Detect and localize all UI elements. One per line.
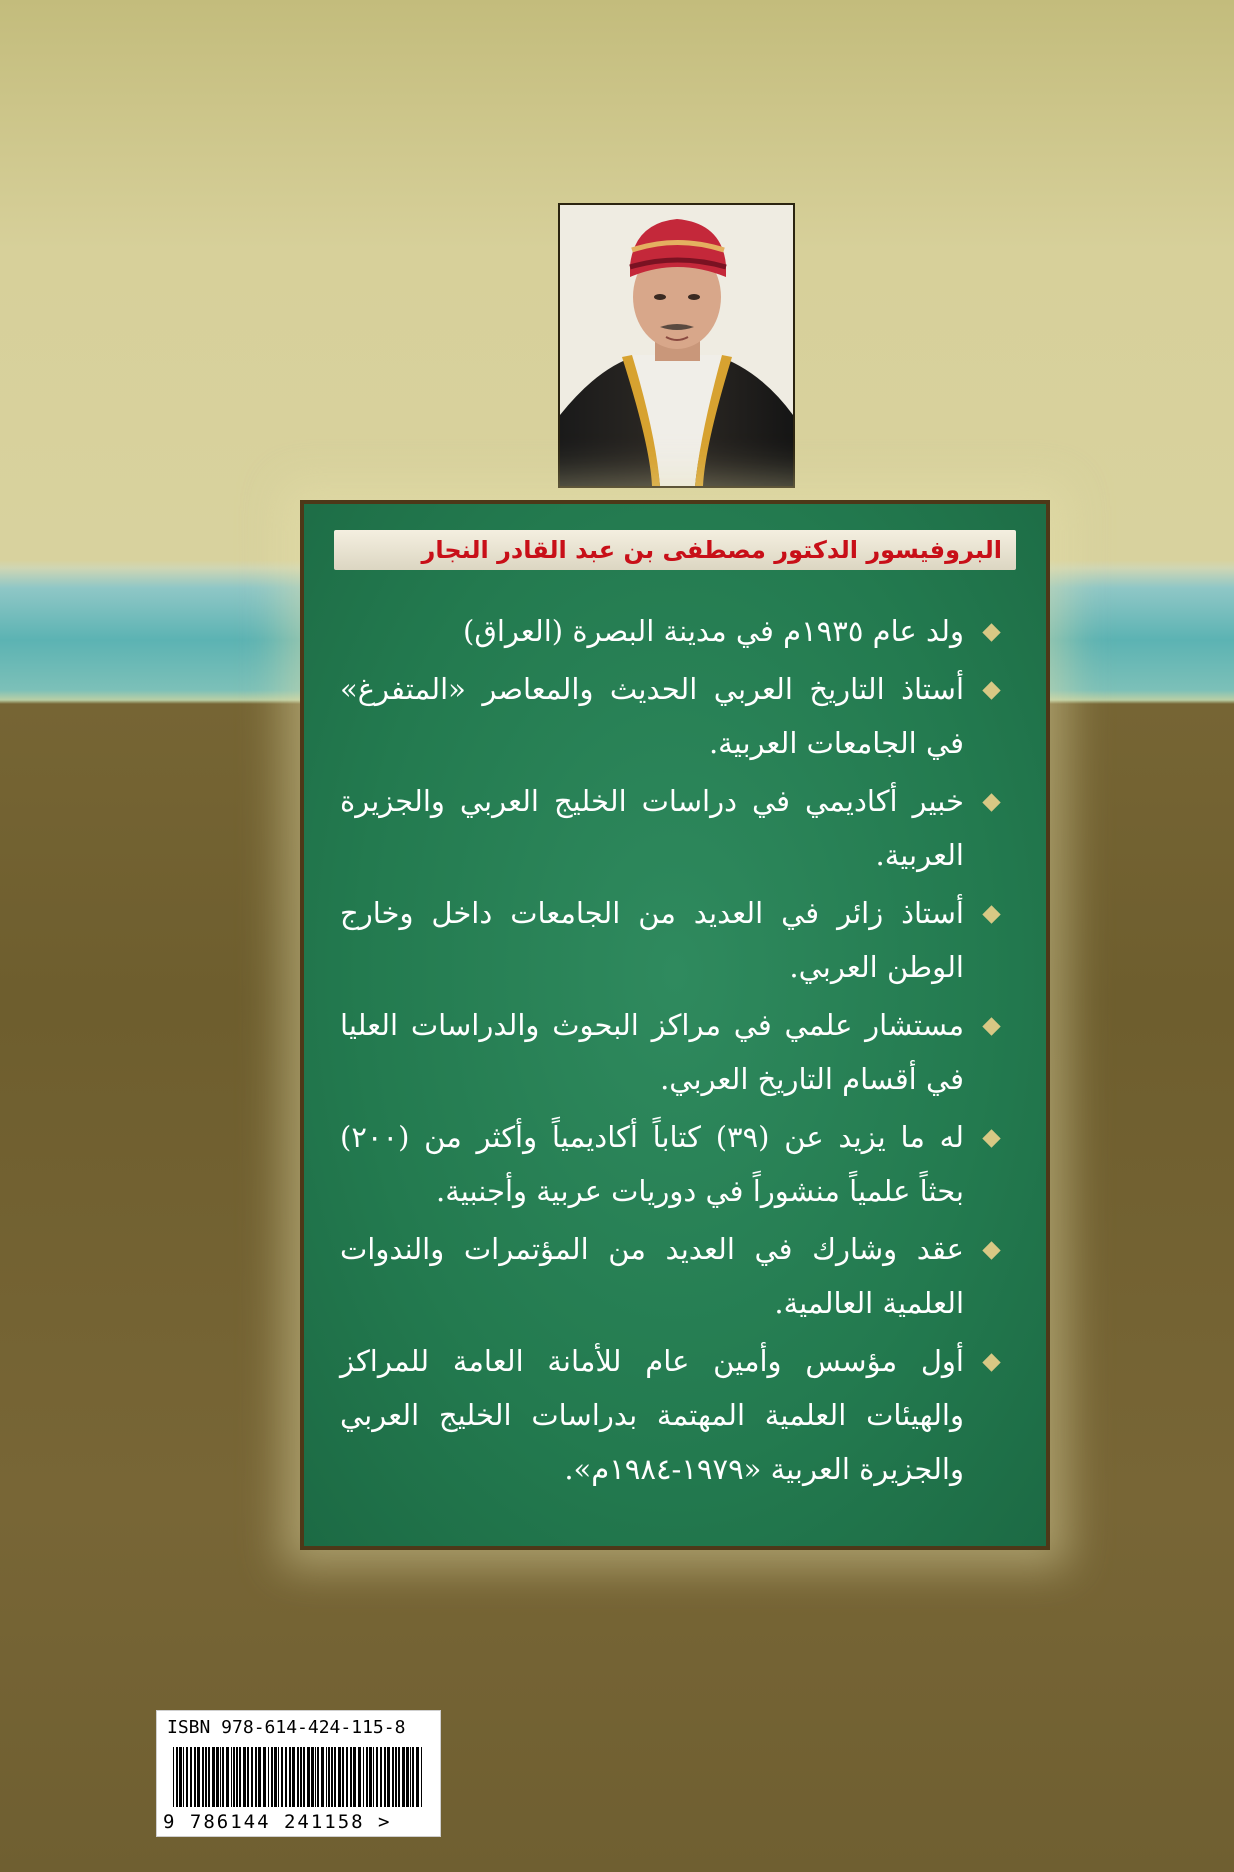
- barcode-bar: [350, 1747, 352, 1807]
- barcode-bar: [239, 1747, 241, 1807]
- barcode-bar: [205, 1747, 207, 1807]
- barcode-bar: [281, 1747, 283, 1807]
- barcode-bar: [263, 1747, 266, 1807]
- bio-item-text: له ما يزيد عن (٣٩) كتاباً أكاديمياً وأكثر من (٢٠٠) بحثاً علمياً منشوراً في دوريات عربية وأجنبية.: [340, 1120, 964, 1208]
- diamond-bullet-icon: [982, 1353, 1000, 1371]
- barcode-bar: [317, 1747, 319, 1807]
- barcode-bar: [222, 1747, 224, 1807]
- barcode-bar: [190, 1747, 192, 1807]
- bio-item-text: خبير أكاديمي في دراسات الخليج العربي والجزيرة العربية.: [340, 784, 964, 872]
- barcode-bar: [220, 1747, 221, 1807]
- barcode-bar: [321, 1747, 324, 1807]
- author-portrait-image: [560, 205, 793, 486]
- barcode-bar: [395, 1747, 397, 1807]
- barcode-bar: [380, 1747, 382, 1807]
- barcode-bar: [202, 1747, 204, 1807]
- author-name-heading: البروفيسور الدكتور مصطفى بن عبد القادر النجار: [334, 530, 1016, 570]
- barcode-bar: [179, 1747, 182, 1807]
- barcode-bar: [247, 1747, 249, 1807]
- bio-item: [340, 998, 1002, 1106]
- bio-item-text: مستشار علمي في مراكز البحوث والدراسات العليا في أقسام التاريخ العربي.: [340, 1008, 964, 1096]
- bio-item: [340, 886, 1002, 994]
- bio-item-text: عقد وشارك في العديد من المؤتمرات والندوات العلمية العالمية.: [340, 1232, 964, 1320]
- barcode-bar: [406, 1747, 409, 1807]
- barcode-bar: [366, 1747, 368, 1807]
- barcode-bar: [392, 1747, 394, 1807]
- barcode-digits: 9 786144 241158 >: [163, 1811, 392, 1833]
- barcode-bar: [311, 1747, 314, 1807]
- bio-item: [340, 604, 1002, 658]
- barcode-bar: [421, 1747, 422, 1807]
- diamond-bullet-icon: [982, 1129, 1000, 1147]
- barcode-bar: [398, 1747, 400, 1807]
- barcode-bar: [226, 1747, 229, 1807]
- barcode-bar: [300, 1747, 302, 1807]
- diamond-bullet-icon: [982, 681, 1000, 699]
- bio-item: [340, 662, 1002, 770]
- barcode-bar: [255, 1747, 257, 1807]
- barcode-bar: [236, 1747, 238, 1807]
- diamond-bullet-icon: [982, 793, 1000, 811]
- barcode-bar: [233, 1747, 235, 1807]
- diamond-bullet-icon: [982, 905, 1000, 923]
- barcode-bar: [358, 1747, 361, 1807]
- barcode-bar: [342, 1747, 344, 1807]
- bio-item: [340, 1222, 1002, 1330]
- barcode-bar: [307, 1747, 310, 1807]
- bio-item-text: أول مؤسس وأمين عام للأمانة العامة للمراكز والهيئات العلمية المهتمة بدراسات الخليج العربي والجزيرة العربية «١٩٧٩-١٩٨٤م».: [340, 1344, 964, 1486]
- barcode-bar: [387, 1747, 390, 1807]
- barcode-bar: [274, 1747, 277, 1807]
- barcode-bar: [285, 1747, 287, 1807]
- barcode-bar: [212, 1747, 215, 1807]
- isbn-label: ISBN 978-614-424-115-8: [167, 1717, 406, 1738]
- barcode-bar: [292, 1747, 295, 1807]
- barcode-bar: [376, 1747, 378, 1807]
- barcode-bar: [271, 1747, 273, 1807]
- isbn-barcode: [156, 1710, 441, 1837]
- barcode-bar: [346, 1747, 348, 1807]
- barcode-bar: [303, 1747, 305, 1807]
- author-photo: [558, 203, 795, 488]
- bio-item: [340, 1334, 1002, 1496]
- barcode-bar: [183, 1747, 184, 1807]
- barcode-bar: [216, 1747, 219, 1807]
- barcode-bar: [402, 1747, 405, 1807]
- barcode-bar: [338, 1747, 341, 1807]
- barcode-bar: [384, 1747, 386, 1807]
- barcode-bar: [268, 1747, 269, 1807]
- barcode-bar: [197, 1747, 200, 1807]
- diamond-bullet-icon: [982, 1241, 1000, 1259]
- bio-item: [340, 774, 1002, 882]
- barcode-bar: [289, 1747, 291, 1807]
- barcode-bar: [231, 1747, 232, 1807]
- barcode-bar: [243, 1747, 246, 1807]
- barcode-bar: [186, 1747, 188, 1807]
- barcode-bar: [258, 1747, 261, 1807]
- bio-item: [340, 1110, 1002, 1218]
- barcode-bar: [173, 1747, 174, 1807]
- barcode-bar: [278, 1747, 279, 1807]
- barcode-bar: [251, 1747, 253, 1807]
- barcode-bar: [297, 1747, 299, 1807]
- barcode-bar: [194, 1747, 196, 1807]
- barcode-bars: [173, 1747, 425, 1807]
- barcode-bar: [353, 1747, 356, 1807]
- barcode-bar: [331, 1747, 333, 1807]
- barcode-bar: [176, 1747, 178, 1807]
- bio-item-text: أستاذ زائر في العديد من الجامعات داخل وخارج الوطن العربي.: [340, 896, 964, 984]
- barcode-bar: [369, 1747, 372, 1807]
- barcode-bar: [208, 1747, 210, 1807]
- barcode-bar: [410, 1747, 411, 1807]
- diamond-bullet-icon: [982, 1017, 1000, 1035]
- barcode-bar: [315, 1747, 316, 1807]
- bio-item-text: ولد عام ١٩٣٥م في مدينة البصرة (العراق): [463, 614, 964, 648]
- barcode-bar: [416, 1747, 419, 1807]
- barcode-bar: [326, 1747, 327, 1807]
- barcode-bar: [412, 1747, 414, 1807]
- biography-panel: [300, 500, 1050, 1550]
- barcode-bar: [373, 1747, 374, 1807]
- diamond-bullet-icon: [982, 623, 1000, 641]
- bio-item-text: أستاذ التاريخ العربي الحديث والمعاصر «المتفرغ» في الجامعات العربية.: [340, 672, 964, 760]
- barcode-bar: [363, 1747, 364, 1807]
- biography-list: [340, 604, 1002, 1500]
- barcode-bar: [334, 1747, 336, 1807]
- barcode-bar: [328, 1747, 330, 1807]
